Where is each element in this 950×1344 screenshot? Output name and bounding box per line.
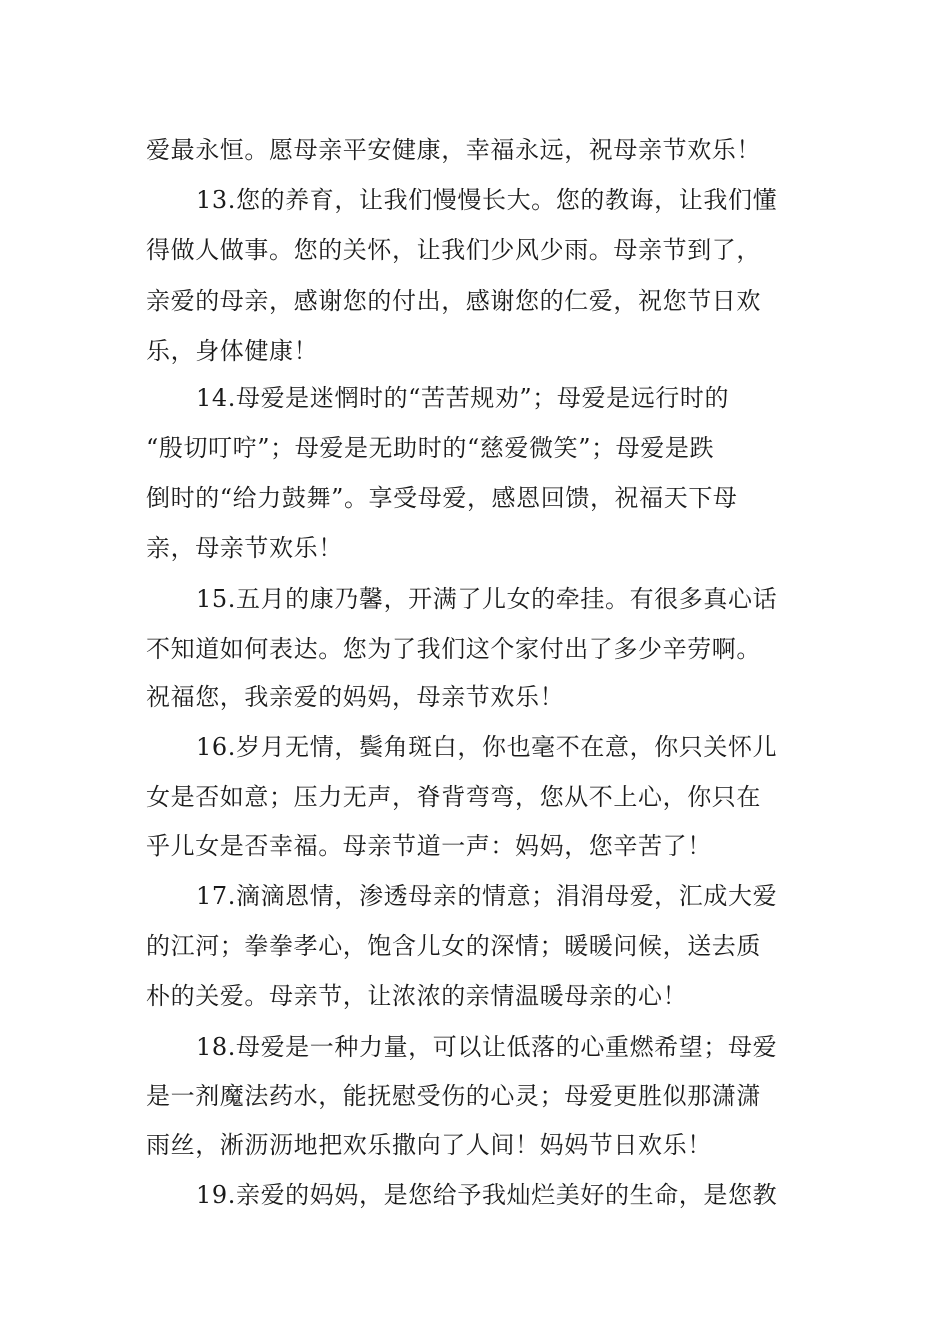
text-line: 乎儿女是否幸福。母亲节道一声：妈妈，您辛苦了！: [146, 832, 712, 860]
text-line: 倒时的“给力鼓舞”。享受母爱，感恩回馈，祝福天下母: [146, 484, 738, 512]
text-line: 的江河；拳拳孝心，饱含儿女的深情；暖暖问候，送去质: [146, 932, 761, 960]
text-line: 雨丝，淅沥沥地把欢乐撒向了人间！妈妈节日欢乐！: [146, 1131, 712, 1159]
text-line: 爱最永恒。愿母亲平安健康，幸福永远，祝母亲节欢乐！: [146, 136, 761, 164]
text-line: 女是否如意；压力无声，脊背弯弯，您从不上心，你只在: [146, 783, 761, 811]
text-line: 乐，身体健康！: [146, 337, 319, 365]
text-line: 14.母爱是迷惘时的“苦苦规劝”；母爱是远行时的: [196, 384, 730, 412]
text-line: 15.五月的康乃馨，开满了儿女的牵挂。有很多真心话: [196, 585, 778, 613]
text-line: 得做人做事。您的关怀，让我们少风少雨。母亲节到了，: [146, 236, 761, 264]
text-line: 亲爱的母亲，感谢您的付出，感谢您的仁爱，祝您节日欢: [146, 287, 761, 315]
text-line: 17.滴滴恩情，渗透母亲的情意；涓涓母爱，汇成大爱: [196, 882, 778, 910]
text-line: “殷切叮咛”；母爱是无助时的“慈爱微笑”；母爱是跌: [146, 434, 715, 462]
text-line: 19.亲爱的妈妈，是您给予我灿烂美好的生命，是您教: [196, 1181, 778, 1209]
text-line: 亲，母亲节欢乐！: [146, 534, 343, 562]
text-line: 朴的关爱。母亲节，让浓浓的亲情温暖母亲的心！: [146, 982, 688, 1010]
text-line: 不知道如何表达。您为了我们这个家付出了多少辛劳啊。: [146, 635, 761, 663]
text-line: 16.岁月无情，鬓角斑白，你也毫不在意，你只关怀儿: [196, 733, 778, 761]
text-line: 13.您的养育，让我们慢慢长大。您的教诲，让我们懂: [196, 186, 778, 214]
text-line: 18.母爱是一种力量，可以让低落的心重燃希望；母爱: [196, 1033, 778, 1061]
text-line: 是一剂魔法药水，能抚慰受伤的心灵；母爱更胜似那潇潇: [146, 1082, 761, 1110]
text-line: 祝福您，我亲爱的妈妈，母亲节欢乐！: [146, 683, 565, 711]
